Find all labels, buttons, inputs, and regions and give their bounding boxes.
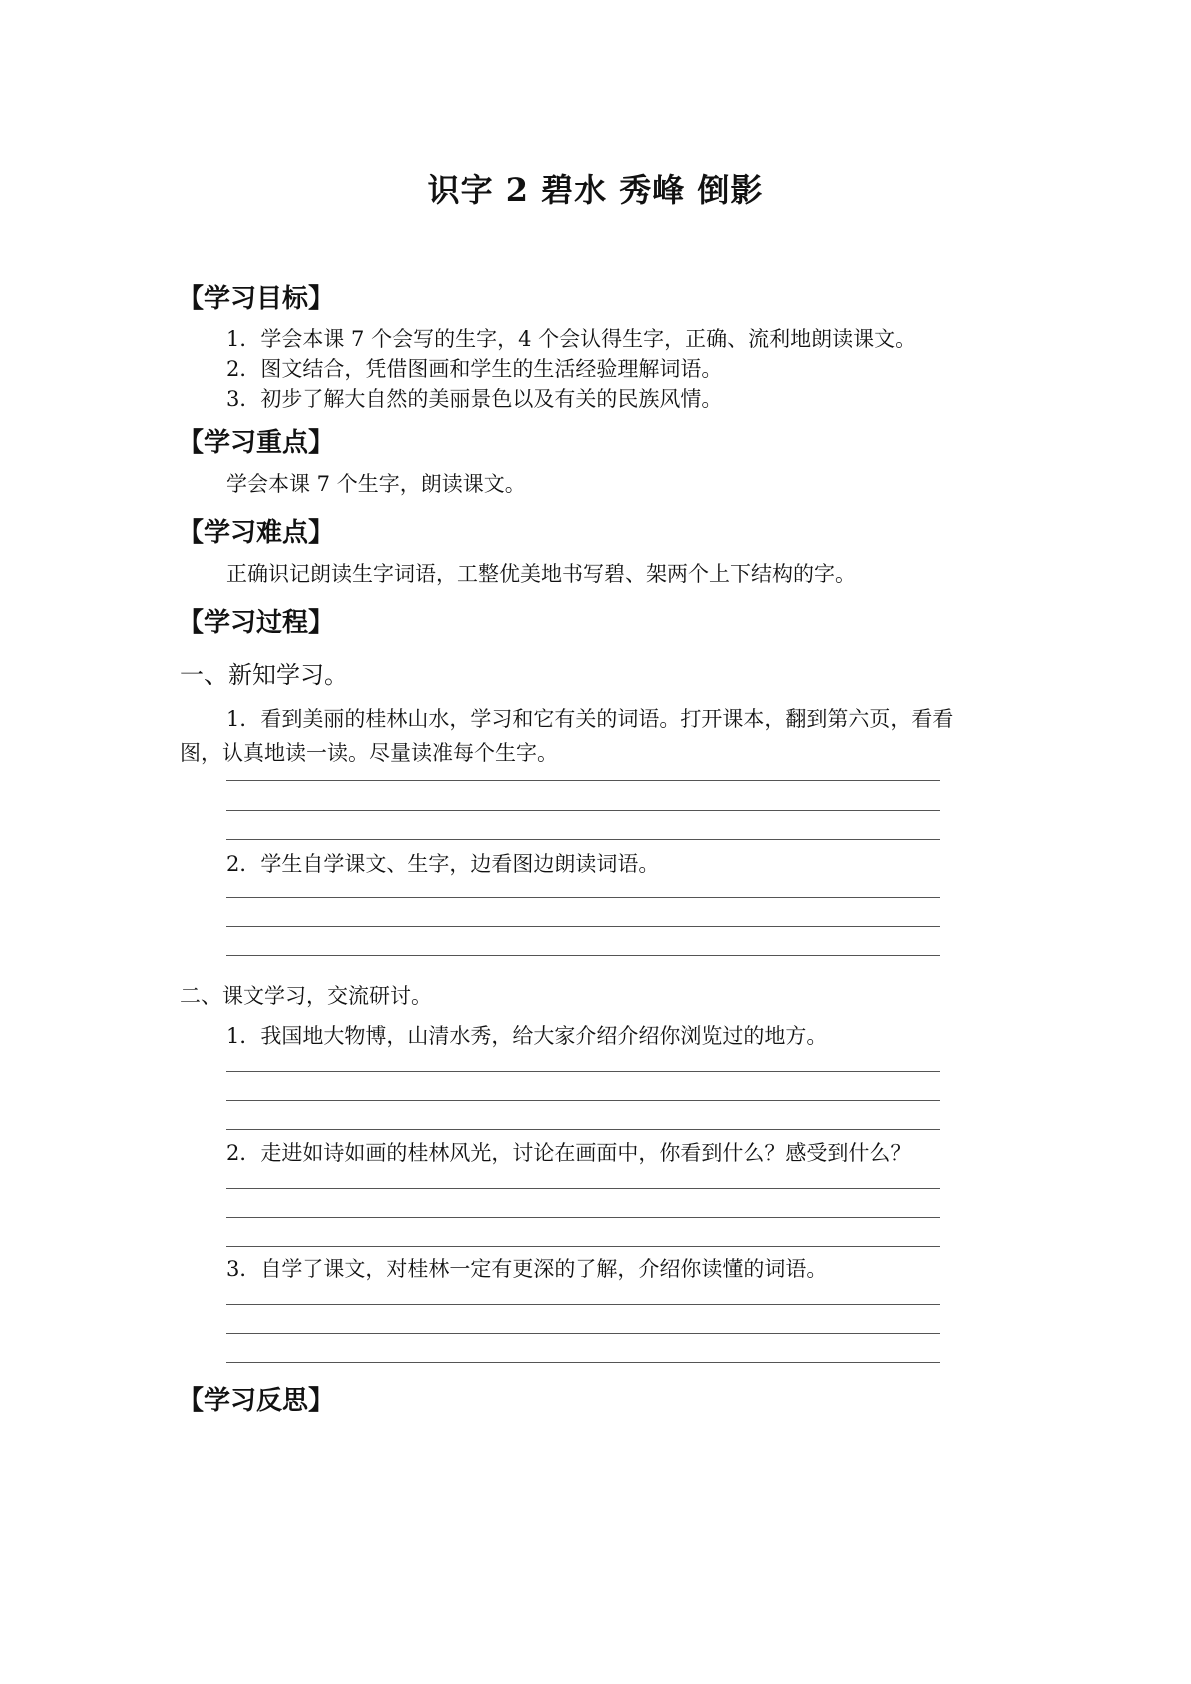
part1-title: 一、新知学习。 xyxy=(180,661,348,689)
answer-line[interactable] xyxy=(226,1100,940,1101)
answer-line[interactable] xyxy=(226,1129,940,1130)
answer-line[interactable] xyxy=(226,1246,940,1247)
answer-line[interactable] xyxy=(226,955,940,956)
objective-item-3: 3．初步了解大自然的美丽景色以及有关的民族风情。 xyxy=(226,387,723,411)
objective-item-1: 1．学会本课 7 个会写的生字，4 个会认得生字，正确、流利地朗读课文。 xyxy=(226,327,917,351)
answer-line[interactable] xyxy=(226,1304,940,1305)
part1-question-2: 2．学生自学课文、生字，边看图边朗读词语。 xyxy=(226,852,660,876)
answer-line[interactable] xyxy=(226,1217,940,1218)
page-title: 识字 2 碧水 秀峰 倒影 xyxy=(427,171,764,209)
answer-line[interactable] xyxy=(226,926,940,927)
objectives-heading: 【学习目标】 xyxy=(178,284,335,314)
difficulties-heading: 【学习难点】 xyxy=(178,518,335,548)
objective-item-2: 2．图文结合，凭借图画和学生的生活经验理解词语。 xyxy=(226,357,723,381)
process-heading: 【学习过程】 xyxy=(178,608,335,638)
key-points-text: 学会本课 7 个生字，朗读课文。 xyxy=(226,472,526,496)
part2-question-1: 1．我国地大物博，山清水秀，给大家介绍介绍你浏览过的地方。 xyxy=(226,1024,828,1048)
part2-title: 二、课文学习，交流研讨。 xyxy=(180,984,432,1008)
difficulties-text: 正确识记朗读生字词语，工整优美地书写碧、架两个上下结构的字。 xyxy=(226,562,856,586)
part1-question-1: 1．看到美丽的桂林山水，学习和它有关的词语。打开课本，翻到第六页，看看图，认真地读一读。尽量读准每个生字。 xyxy=(180,707,954,765)
answer-line[interactable] xyxy=(226,839,940,840)
answer-line[interactable] xyxy=(226,897,940,898)
answer-line[interactable] xyxy=(226,1188,940,1189)
answer-line[interactable] xyxy=(226,810,940,811)
answer-line[interactable] xyxy=(226,1362,940,1363)
reflection-heading: 【学习反思】 xyxy=(178,1386,335,1416)
answer-line[interactable] xyxy=(226,1071,940,1072)
part2-question-3: 3．自学了课文，对桂林一定有更深的了解，介绍你读懂的词语。 xyxy=(226,1257,828,1281)
answer-line[interactable] xyxy=(226,780,940,781)
key-points-heading: 【学习重点】 xyxy=(178,428,335,458)
answer-line[interactable] xyxy=(226,1333,940,1334)
part2-question-2: 2．走进如诗如画的桂林风光，讨论在画面中，你看到什么？感受到什么？ xyxy=(226,1141,912,1165)
